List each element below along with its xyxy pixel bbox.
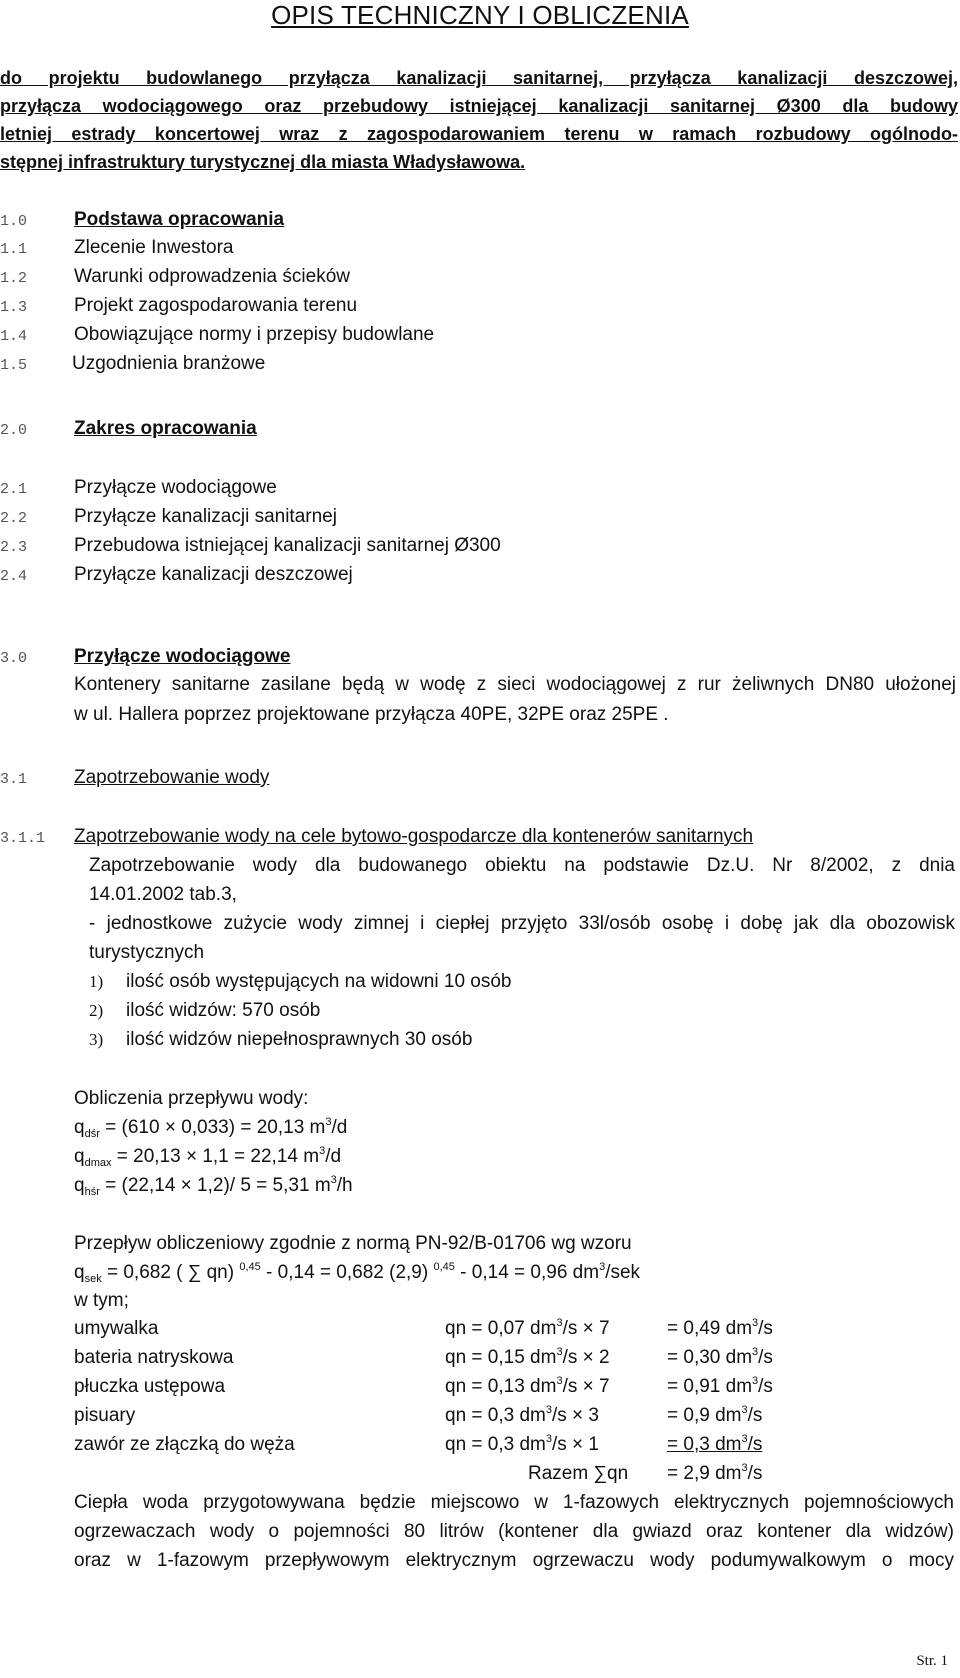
section-number: 2.0 xyxy=(0,422,28,439)
item-number: 2.2 xyxy=(0,510,28,527)
subsection-heading: Zapotrzebowanie wody xyxy=(74,767,270,788)
list-item: Obowiązujące normy i przepisy budowlane xyxy=(74,324,435,345)
fixture-qn: qn = 0,07 $dm^3/s \times 7$ xyxy=(445,1317,610,1339)
list-item: ilość widzów: 570 osób xyxy=(126,1000,321,1021)
fixture-name: pisuary xyxy=(74,1405,136,1426)
section-number: 1.0 xyxy=(0,213,28,230)
item-number: 2.3 xyxy=(0,539,28,556)
section-heading: Przyłącze wodociągowe xyxy=(74,646,291,667)
formula-line: $q_{dśr} = (610 \times 0,033) = 20,13$ $m^3/d$ xyxy=(74,1116,348,1140)
paragraph-line: Zapotrzebowanie wody dla budowanego obiektu na podstawie Dz.U. Nr 8/2002, z dnia xyxy=(89,855,955,876)
page-title: OPIS TECHNICZNY I OBLICZENIA xyxy=(271,0,689,30)
fixture-name: umywalka xyxy=(74,1318,159,1339)
page-number: Str. 1 xyxy=(916,1653,948,1669)
paragraph-line: - jednostkowe zużycie wody zimnej i ciepłej przyjęto 33l/osób osobę i dobę jak dla obozowisk xyxy=(89,913,955,934)
list-item: ilość osób występujących na widowni 10 osób xyxy=(126,971,512,992)
fixture-result: = 0,91 $dm^3/s$ xyxy=(667,1375,773,1397)
formula-line: $q_{sek} = 0,682$ ( ∑ qn) $^{0,45}$ - 0,14 = 0,682 (2,9) $^{0,45}$ - 0,14 = 0,96 $dm^3$/sek xyxy=(74,1261,641,1285)
formula-line: $q_{hśr} = (22,14 \times 1,2)/$ 5 = 5,31 $m^3/h$ xyxy=(74,1174,353,1198)
paragraph-line: turystycznych xyxy=(89,942,205,963)
calc-heading: Obliczenia przepływu wody: xyxy=(74,1088,309,1109)
subsection-heading: Zapotrzebowanie wody na cele bytowo-gospodarcze dla kontenerów sanitarnych xyxy=(74,826,754,847)
paragraph-line: w ul. Hallera poprzez projektowane przyłącza 40PE, 32PE oraz 25PE . xyxy=(74,704,669,725)
fixture-qn: qn = 0,3 $dm^3/s \times 3$ xyxy=(445,1404,599,1426)
item-number: 2.1 xyxy=(0,481,28,498)
paragraph-line: oraz w 1-fazowym przepływowym elektrycznym ogrzewaczu wody podumywalkowym o mocy xyxy=(74,1550,954,1571)
paragraph-line: Kontenery sanitarne zasilane będą w wodę z sieci wodociągowej z rur żeliwnych DN80 ułożonej xyxy=(74,674,956,695)
fixture-result: = 0,30 $dm^3/s$ xyxy=(667,1346,773,1368)
list-marker: 1) xyxy=(89,972,104,991)
section-heading: Podstawa opracowania xyxy=(74,209,285,230)
item-number: 2.4 xyxy=(0,568,28,585)
formula-line: $q_{dmax} = 20,13 \times 1,1 = 22,14$ $m^3/d$ xyxy=(74,1145,342,1169)
section-number: 3.0 xyxy=(0,650,28,667)
paragraph-line: Ciepła woda przygotowywana będzie miejscowo w 1-fazowych elektrycznych pojemnościowych xyxy=(74,1492,954,1513)
list-item: Warunki odprowadzenia ścieków xyxy=(74,266,350,287)
sum-label: Razem ∑qn xyxy=(528,1463,629,1484)
subsection-number: 3.1.1 xyxy=(0,830,46,847)
list-item: Przyłącze wodociągowe xyxy=(74,477,277,498)
fixture-result: = 0,49 $dm^3/s$ xyxy=(667,1317,773,1339)
fixture-name: płuczka ustępowa xyxy=(74,1376,226,1397)
intro-paragraph xyxy=(0,64,958,176)
section-heading: Zakres opracowania xyxy=(74,418,257,439)
item-number: 1.1 xyxy=(0,241,28,258)
sum-value: = 2,9 $dm^3/s$ xyxy=(667,1462,763,1484)
item-number: 1.5 xyxy=(0,357,28,374)
fixture-qn: qn = 0,3 $dm^3/s \times 1$ xyxy=(445,1433,599,1455)
paragraph-line: ogrzewaczach wody o pojemności 80 litrów (kontener dla gwiazd oraz kontener dla widzów) xyxy=(74,1521,954,1542)
item-number: 1.2 xyxy=(0,270,28,287)
subsection-number: 3.1 xyxy=(0,771,28,788)
fixture-qn: qn = 0,13 $dm^3/s \times 7$ xyxy=(445,1375,610,1397)
paragraph-line: w tym; xyxy=(74,1290,129,1311)
list-item: Przyłącze kanalizacji sanitarnej xyxy=(74,506,337,527)
flow-heading: Przepływ obliczeniowy zgodnie z normą PN-92/B-01706 wg wzoru xyxy=(74,1233,632,1254)
fixture-name: bateria natryskowa xyxy=(74,1347,234,1368)
list-item: Zlecenie Inwestora xyxy=(74,237,234,258)
intro-line: przyłącza wodociągowego oraz przebudowy istniejącej kanalizacji sanitarnej Ø300 dla budowy xyxy=(0,96,958,116)
fixture-name: zawór ze złączką do węża xyxy=(74,1434,295,1455)
fixture-result: = 0,9 $dm^3/s$ xyxy=(667,1404,763,1426)
intro-line: do projektu budowlanego przyłącza kanalizacji sanitarnej, przyłącza kanalizacji deszczowej, xyxy=(0,68,958,88)
intro-line: letniej estrady koncertowej wraz z zagospodarowaniem terenu w ramach rozbudowy ogólnodo- xyxy=(0,124,958,144)
list-marker: 2) xyxy=(89,1001,104,1020)
list-item: Projekt zagospodarowania terenu xyxy=(74,295,358,316)
list-item: Uzgodnienia branżowe xyxy=(72,353,266,374)
list-marker: 3) xyxy=(89,1030,104,1049)
list-item: Przebudowa istniejącej kanalizacji sanitarnej Ø300 xyxy=(74,535,501,556)
item-number: 1.4 xyxy=(0,328,28,345)
item-number: 1.3 xyxy=(0,299,28,316)
paragraph-line: 14.01.2002 tab.3, xyxy=(89,884,237,905)
intro-line: stępnej infrastruktury turystycznej dla miasta Władysławowa. xyxy=(0,152,526,172)
list-item: Przyłącze kanalizacji deszczowej xyxy=(74,564,353,585)
list-item: ilość widzów niepełnosprawnych 30 osób xyxy=(126,1029,473,1050)
fixture-result: = 0,3 $dm^3/s$ xyxy=(667,1433,763,1455)
fixture-qn: qn = 0,15 $dm^3/s \times 2$ xyxy=(445,1346,610,1368)
